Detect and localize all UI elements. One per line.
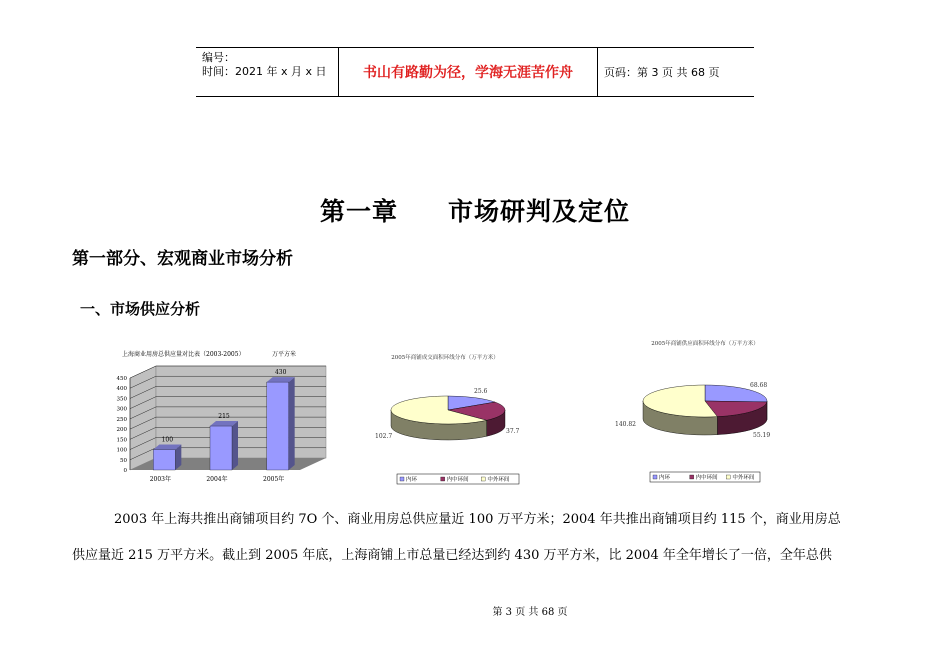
- pie1-legend-label: 内环: [406, 477, 418, 484]
- part-title: 第一部分、宏观商业市场分析: [72, 249, 293, 269]
- pie-chart-transaction: [360, 345, 540, 490]
- pie2-legend-label: 内环: [659, 475, 671, 482]
- bar-value-label: 100: [161, 436, 174, 444]
- pie1-legend-label: 内中环间: [446, 477, 469, 484]
- bar-chart-title: 上海商业用房总供应量对比表（2003-2005）: [122, 351, 245, 358]
- pie2-legend-swatch: [690, 475, 694, 479]
- pie2-value-label: 140.82: [615, 421, 636, 428]
- bar-chart-svg: [110, 345, 340, 490]
- bar-value-label: 430: [274, 369, 287, 377]
- bar-chart-tick-label: 300: [116, 406, 127, 413]
- bar-category-label: 2005年: [263, 476, 285, 483]
- pie2-title: 2005年商铺供应面积环线分布（万平方米）: [651, 341, 759, 347]
- bar: [153, 450, 175, 470]
- bar-side: [232, 421, 238, 470]
- bar-chart-unit: 万平方米: [272, 351, 297, 358]
- pie1-title: 2005年商铺成交面积环线分布（万平方米）: [391, 355, 499, 361]
- paragraph-line-1: 2003 年上海共推出商铺项目约 7O 个、商业用房总供应量近 100 万平方米；2004 年共推出商铺项目约 115 个，商业用房总: [114, 512, 841, 527]
- bar-chart-tick-label: 350: [116, 396, 127, 403]
- bar-value-label: 215: [218, 413, 230, 421]
- bar-chart-tick-label: 0: [123, 468, 127, 474]
- pie1-legend-swatch: [400, 477, 404, 481]
- bar-category-label: 2003年: [149, 476, 171, 483]
- bar-category-label: 2004年: [206, 476, 228, 483]
- chapter-title: 市场研判及定位: [448, 197, 631, 226]
- pie-chart-supply-distribution: [605, 330, 805, 490]
- header-number-label: 编号：: [202, 51, 235, 64]
- bar-chart-tick-label: 100: [116, 447, 127, 454]
- bar-chart-supply: [110, 345, 340, 490]
- paragraph-line-2: 供应量近 215 万平方米。截止到 2005 年底，上海商铺上市总量已经达到约 430 万平方米，比 2004 年全年增长了一倍，全年总供: [72, 548, 832, 563]
- bar-chart-tick-label: 200: [116, 427, 127, 434]
- chapter-number: 第一章: [319, 197, 398, 226]
- bar: [210, 426, 232, 470]
- bar-chart-back-wall: [156, 366, 326, 458]
- pie1-legend-swatch: [441, 477, 445, 481]
- section-title: 一、市场供应分析: [80, 300, 201, 318]
- bar-side: [289, 377, 295, 470]
- pie1-value-label: 37.7: [506, 428, 520, 435]
- header-motto: 书山有路勤为径，学海无涯苦作舟: [339, 48, 598, 96]
- pie1-value-label: 102.7: [375, 433, 393, 440]
- bar-chart-tick-label: 450: [116, 376, 127, 382]
- pie2-value-label: 68.68: [750, 382, 768, 389]
- bar-chart-tick-label: 50: [120, 457, 127, 464]
- pie1-value-label: 25.6: [474, 388, 488, 395]
- pie-chart-supply-distribution-svg: [605, 330, 805, 490]
- bar-chart-side-wall: [130, 366, 156, 470]
- pie1-legend-label: 中外环间: [487, 477, 510, 484]
- header-table: [196, 47, 754, 97]
- pie1-legend-swatch: [481, 477, 485, 481]
- bar-chart-tick-label: 400: [116, 386, 127, 393]
- pie2-legend-swatch: [653, 475, 657, 479]
- header-time-label: 时间：2021 年 x 月 x 日: [202, 65, 327, 78]
- pie2-value-label: 55.19: [753, 432, 771, 439]
- page-footer: 第 3 页 共 68 页: [492, 607, 568, 618]
- pie-chart-transaction-svg: [360, 345, 540, 490]
- bar-chart-tick-label: 150: [116, 437, 127, 444]
- bar-chart-tick-label: 250: [116, 416, 127, 423]
- pie2-legend-label: 内中环间: [695, 475, 718, 482]
- header-left-cell: [196, 48, 339, 96]
- bar: [267, 382, 289, 470]
- pie2-legend-label: 中外环间: [732, 475, 755, 482]
- chapter-heading: [0, 192, 950, 228]
- pie2-legend-swatch: [726, 475, 730, 479]
- header-page-code: 页码：第 3 页 共 68 页: [604, 66, 720, 79]
